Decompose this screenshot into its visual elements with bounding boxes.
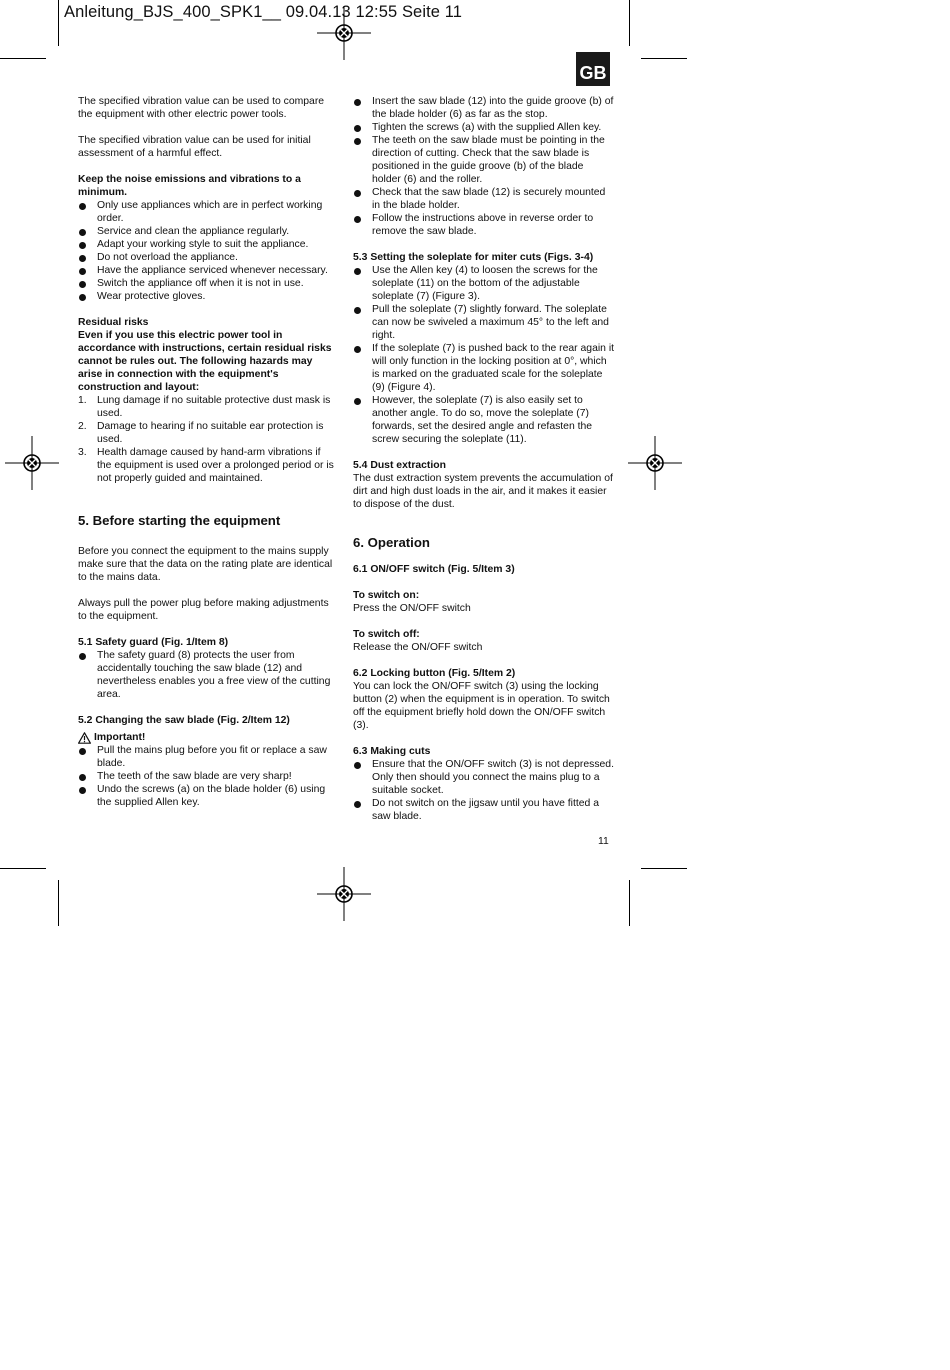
subsection-heading: 6.2 Locking button (Fig. 5/Item 2) (353, 668, 516, 679)
crop-mark (0, 868, 46, 869)
noise-list (78, 199, 336, 303)
important-label: Important! (94, 732, 146, 743)
list-item: Wear protective gloves. (78, 290, 336, 303)
crop-mark (641, 868, 687, 869)
item-text: Health damage caused by hand-arm vibrations if the equipment is used over a prolonged period or is not properly guided and maintained. (97, 447, 334, 484)
list-item: The safety guard (8) protects the user from accidentally touching the saw blade (12) and nevertheless enables you a free view of the cutting area. (78, 649, 336, 701)
item-number: 1. (78, 395, 87, 406)
subsection-heading: 6.3 Making cuts (353, 746, 431, 757)
language-badge: GB (576, 52, 610, 86)
residual-heading: Residual risks (78, 317, 149, 328)
list-item: However, the soleplate (7) is also easily set to another angle. To do so, move the soleplate (7) forwards, set the desired angle and refasten the screw securing the soleplate (11). (353, 394, 615, 446)
making-cuts-list (353, 758, 615, 823)
subsection-heading: 5.4 Dust extraction (353, 460, 446, 471)
list-item (78, 446, 336, 485)
subsection-heading: 5.1 Safety guard (Fig. 1/Item 8) (78, 637, 229, 648)
blade-change-list (78, 744, 336, 809)
list-item: Undo the screws (a) on the blade holder (6) using the supplied Allen key. (78, 783, 336, 809)
list-item: Use the Allen key (4) to loosen the screws for the soleplate (11) on the bottom of the adjustable soleplate (7) (Figure 3). (353, 264, 615, 303)
list-item: Insert the saw blade (12) into the guide groove (b) of the blade holder (6) as far as the stop. (353, 95, 615, 121)
switch-on-heading: To switch on: (353, 590, 420, 601)
warning-icon (78, 732, 91, 744)
registration-mark-icon (628, 436, 682, 490)
subsection-heading: 5.2 Changing the saw blade (Fig. 2/Item 12) (78, 715, 290, 726)
list-item: Ensure that the ON/OFF switch (3) is not depressed. Only then should you connect the mains plug to a suitable socket. (353, 758, 615, 797)
noise-heading: Keep the noise emissions and vibrations to a minimum. (78, 174, 301, 198)
residual-intro: Even if you use this electric power tool in accordance with instructions, certain residual risks cannot be rules out. The following hazards may arise in connection with the equipment's construction and layout: (78, 330, 332, 393)
paragraph: Before you connect the equipment to the mains supply make sure that the data on the rating plate are identical to the mains data. (78, 546, 333, 583)
paragraph: The dust extraction system prevents the accumulation of dirt and high dust loads in the air, and it makes it easier to dispose of the dust. (353, 473, 613, 510)
list-item: Adapt your working style to suit the appliance. (78, 238, 336, 251)
section-title: 5. Before starting the equipment (78, 513, 281, 528)
subsection-heading: 5.3 Setting the soleplate for miter cuts (Figs. 3-4) (353, 252, 594, 263)
soleplate-list (353, 264, 615, 446)
section-title: 6. Operation (353, 535, 430, 550)
list-item: Do not switch on the jigsaw until you have fitted a saw blade. (353, 797, 615, 823)
blade-fitting-list (353, 95, 615, 238)
paragraph: Release the ON/OFF switch (353, 642, 483, 653)
list-item (78, 420, 336, 446)
print-header: Anleitung_BJS_400_SPK1__ 09.04.13 12:55 Seite 11 (64, 3, 463, 21)
crop-mark (641, 58, 687, 59)
paragraph: The specified vibration value can be used for initial assessment of a harmful effect. (78, 135, 311, 159)
registration-mark-icon (5, 436, 59, 490)
registration-mark-icon (317, 6, 371, 60)
list-item: If the soleplate (7) is pushed back to the rear again it will only function in the locking position at 0°, which is marked on the graduated scale for the soleplate (9) (Figure 4). (353, 342, 615, 394)
crop-mark (0, 58, 46, 59)
registration-mark-icon (317, 867, 371, 921)
left-column (78, 95, 336, 809)
item-text: Damage to hearing if no suitable ear protection is used. (97, 421, 324, 445)
paragraph: You can lock the ON/OFF switch (3) using the locking button (2) when the equipment is in operation. To switch off the equipment briefly hold down the ON/OFF switch (3). (353, 681, 610, 731)
crop-mark (629, 0, 630, 46)
list-item: The teeth of the saw blade are very sharp! (78, 770, 336, 783)
list-item (78, 394, 336, 420)
residual-list (78, 394, 336, 485)
crop-mark (629, 880, 630, 926)
list-item: Check that the saw blade (12) is securely mounted in the blade holder. (353, 186, 615, 212)
list-item: Do not overload the appliance. (78, 251, 336, 264)
paragraph: Press the ON/OFF switch (353, 603, 471, 614)
safety-guard-list (78, 649, 336, 701)
paragraph: Always pull the power plug before making adjustments to the equipment. (78, 598, 329, 622)
switch-off-heading: To switch off: (353, 629, 420, 640)
list-item: Pull the mains plug before you fit or replace a saw blade. (78, 744, 336, 770)
list-item: The teeth on the saw blade must be pointing in the direction of cutting. Check that the saw blade is positioned in the guide groove (b) of the blade holder (6) and the roller. (353, 134, 615, 186)
paragraph: The specified vibration value can be used to compare the equipment with other electric power tools. (78, 96, 325, 120)
list-item: Have the appliance serviced whenever necessary. (78, 264, 336, 277)
list-item: Only use appliances which are in perfect working order. (78, 199, 336, 225)
list-item: Switch the appliance off when it is not in use. (78, 277, 336, 290)
important-note (78, 731, 336, 744)
crop-mark (58, 0, 59, 46)
crop-mark (58, 880, 59, 926)
page-number: 11 (598, 836, 609, 847)
item-number: 3. (78, 447, 87, 458)
item-number: 2. (78, 421, 87, 432)
right-column (353, 95, 615, 823)
list-item: Pull the soleplate (7) slightly forward. The soleplate can now be swiveled a maximum 45° to the left and right. (353, 303, 615, 342)
list-item: Follow the instructions above in reverse order to remove the saw blade. (353, 212, 615, 238)
subsection-heading: 6.1 ON/OFF switch (Fig. 5/Item 3) (353, 564, 515, 575)
list-item: Tighten the screws (a) with the supplied Allen key. (353, 121, 615, 134)
item-text: Lung damage if no suitable protective dust mask is used. (97, 395, 331, 419)
list-item: Service and clean the appliance regularly. (78, 225, 336, 238)
